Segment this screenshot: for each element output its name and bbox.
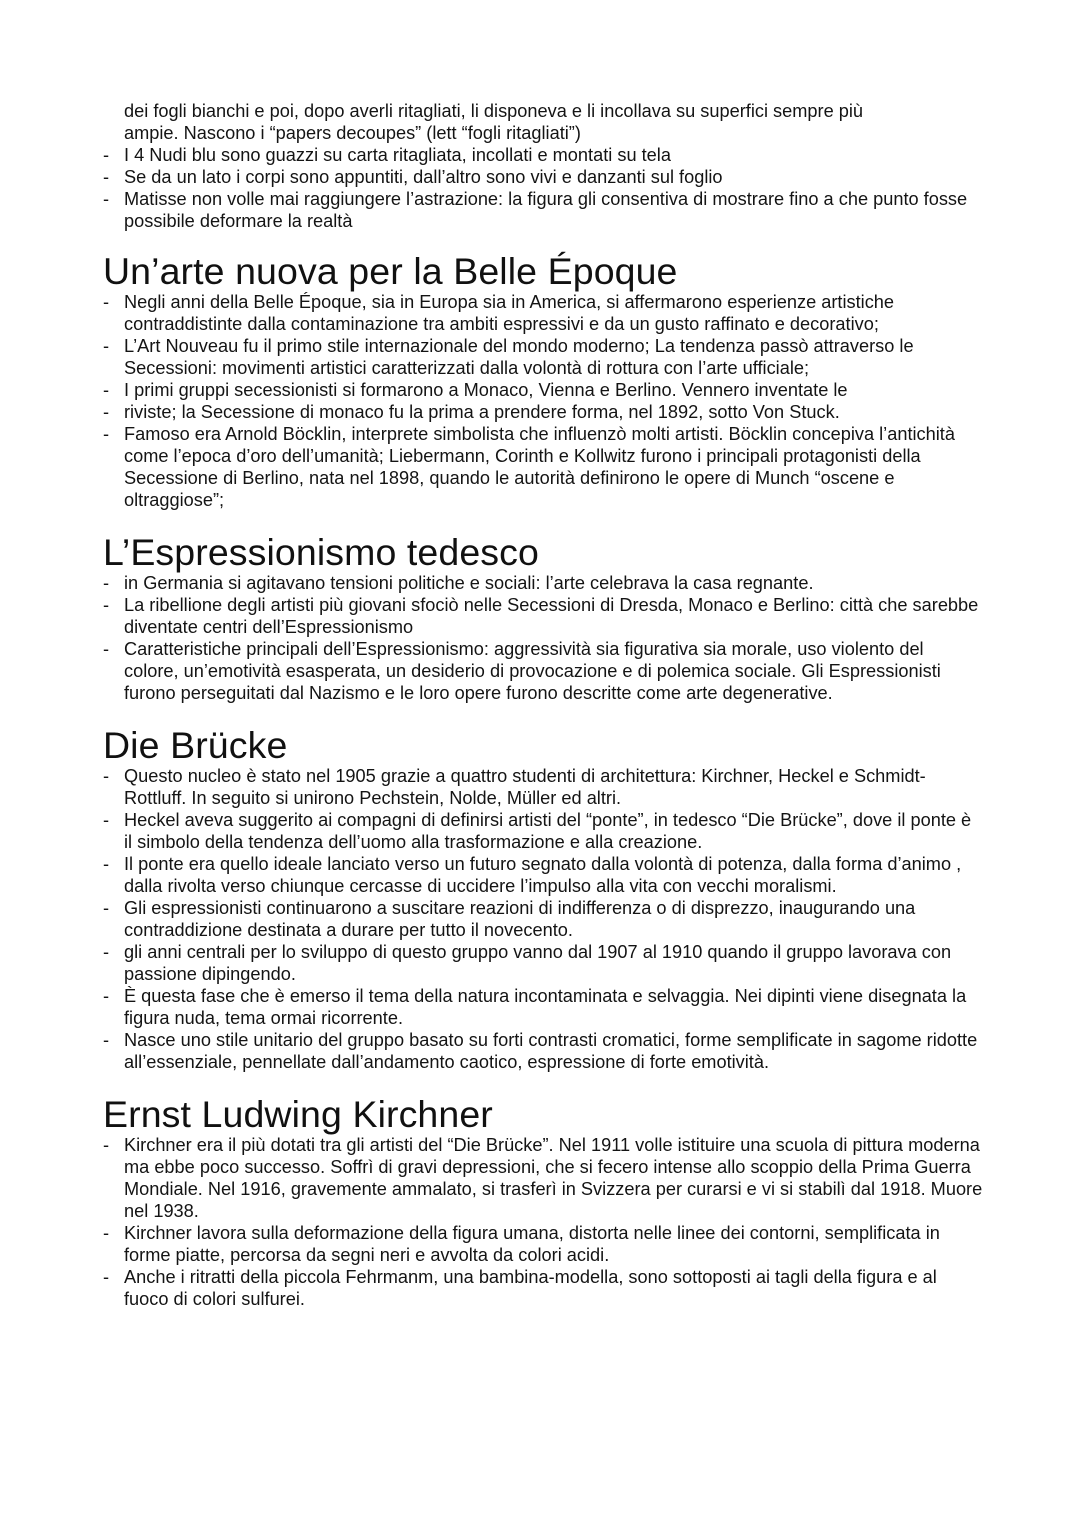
- document-page: [103, 100, 983, 1310]
- section-heading: Un’arte nuova per la Belle Époque: [103, 250, 678, 292]
- bullet-list: [103, 1134, 983, 1310]
- bullet-item: - Gli espressionisti continuarono a suscitare reazioni di indifferenza o di disprezzo, inaugurando una contraddizione destinata a durare per tutto il novecento.: [103, 897, 983, 941]
- bullet-item: - Matisse non volle mai raggiungere l’astrazione: la figura gli consentiva di mostrare fino a che punto fosse possibile deformare la realtà: [103, 188, 983, 232]
- section-heading: L’Espressionismo tedesco: [103, 531, 539, 573]
- bullet-item: - È questa fase che è emerso il tema della natura incontaminata e selvaggia. Nei dipinti viene disegnata la figura nuda, tema ormai ricorrente.: [103, 985, 983, 1029]
- intro-line: dei fogli bianchi e poi, dopo averli ritagliati, li disponeva e li incollava su superfici sempre più: [124, 101, 864, 121]
- bullet-item: - Nasce uno stile unitario del gruppo basato su forti contrasti cromatici, forme semplificate in sagome ridotte all’essenziale, pennellate dall’andamento caotico, espressione di forte emotività.: [103, 1029, 983, 1073]
- bullet-item: - L’Art Nouveau fu il primo stile internazionale del mondo moderno; La tendenza passò attraverso le Secessioni: movimenti artistici caratterizzati dalla volontà di rottura con l’arte ufficiale;: [103, 335, 983, 379]
- bullet-item: - Kirchner lavora sulla deformazione della figura umana, distorta nelle linee dei contorni, semplificata in forme piatte, percorsa da segni neri e avvolta da colori acidi.: [103, 1222, 983, 1266]
- section-kirchner: [103, 1094, 983, 1310]
- bullet-item: - I primi gruppi secessionisti si formarono a Monaco, Vienna e Berlino. Vennero inventate le: [103, 379, 983, 401]
- bullet-item: - Famoso era Arnold Böcklin, interprete simbolista che influenzò molti artisti. Böcklin concepiva l’antichità come l’epoca d’oro dell’umanità; Liebermann, Corinth e Kollwitz furono i principali protagonisti della Secessione di Berlino, nata nel 1898, quando le autorità definirono le opere di Munch “oscene e oltraggiose”;: [103, 423, 983, 511]
- bullet-item: - Anche i ritratti della piccola Fehrmanm, una bambina-modella, sono sottoposti ai tagli della figura e al fuoco di colori sulfurei.: [103, 1266, 983, 1310]
- section-belle-epoque: [103, 251, 983, 511]
- bullet-item: - riviste; la Secessione di monaco fu la prima a prendere forma, nel 1892, sotto Von Stuck.: [103, 401, 983, 423]
- bullet-item: - Kirchner era il più dotati tra gli artisti del “Die Brücke”. Nel 1911 volle istituire una scuola di pittura moderna ma ebbe poco successo. Soffrì di gravi depressioni, che si fecero intense allo scoppio della Prima Guerra Mondiale. Nel 1916, gravemente ammalato, si trasferì in Svizzera per curarsi e vi si stabilì dal 1918. Muore nel 1938.: [103, 1134, 983, 1222]
- bullet-list: [103, 765, 983, 1073]
- intro-line: ampie. Nascono i “papers decoupes” (lett “fogli ritagliati”): [124, 123, 581, 143]
- bullet-item: - Il ponte era quello ideale lanciato verso un futuro segnato dalla volontà di potenza, dalla forma d’animo , dalla rivolta verso chiunque cercasse di uccidere l’impulso alla vita con vecchi moralismi.: [103, 853, 983, 897]
- section-espressionismo: [103, 532, 983, 704]
- section-die-brucke: [103, 725, 983, 1073]
- bullet-item: - Negli anni della Belle Époque, sia in Europa sia in America, si affermarono esperienze artistiche contraddistinte dalla contaminazione tra ambiti espressivi e da un gusto raffinato e decorativo;: [103, 291, 983, 335]
- bullet-list: [103, 291, 983, 511]
- bullet-item: - Se da un lato i corpi sono appuntiti, dall’altro sono vivi e danzanti sul foglio: [103, 166, 983, 188]
- bullet-item: - Heckel aveva suggerito ai compagni di definirsi artisti del “ponte”, in tedesco “Die Brücke”, dove il ponte è il simbolo della tendenza dell’uomo alla trasformazione e alla creazione.: [103, 809, 983, 853]
- bullet-item: - gli anni centrali per lo sviluppo di questo gruppo vanno dal 1907 al 1910 quando il gruppo lavorava con passione dipingendo.: [103, 941, 983, 985]
- section-heading: Die Brücke: [103, 724, 288, 766]
- intro-bullet-list: [103, 144, 983, 232]
- bullet-item: - Questo nucleo è stato nel 1905 grazie a quattro studenti di architettura: Kirchner, Heckel e Schmidt-Rottluff. In seguito si unirono Pechstein, Nolde, Müller ed altri.: [103, 765, 983, 809]
- bullet-list: [103, 572, 983, 704]
- bullet-item: - Caratteristiche principali dell’Espressionismo: aggressività sia figurativa sia morale, uso violento del colore, un’emotività esasperata, un desiderio di provocazione e di polemica sociale. Gli Espressionisti furono perseguitati dal Nazismo e le loro opere furono descritte come arte degenerative.: [103, 638, 983, 704]
- section-heading: Ernst Ludwing Kirchner: [103, 1093, 493, 1135]
- bullet-item: - La ribellione degli artisti più giovani sfociò nelle Secessioni di Dresda, Monaco e Berlino: città che sarebbe diventate centri dell’Espressionismo: [103, 594, 983, 638]
- bullet-item: - in Germania si agitavano tensioni politiche e sociali: l’arte celebrava la casa regnante.: [103, 572, 983, 594]
- intro-paragraph: [103, 100, 983, 144]
- bullet-item: - I 4 Nudi blu sono guazzi su carta ritagliata, incollati e montati su tela: [103, 144, 983, 166]
